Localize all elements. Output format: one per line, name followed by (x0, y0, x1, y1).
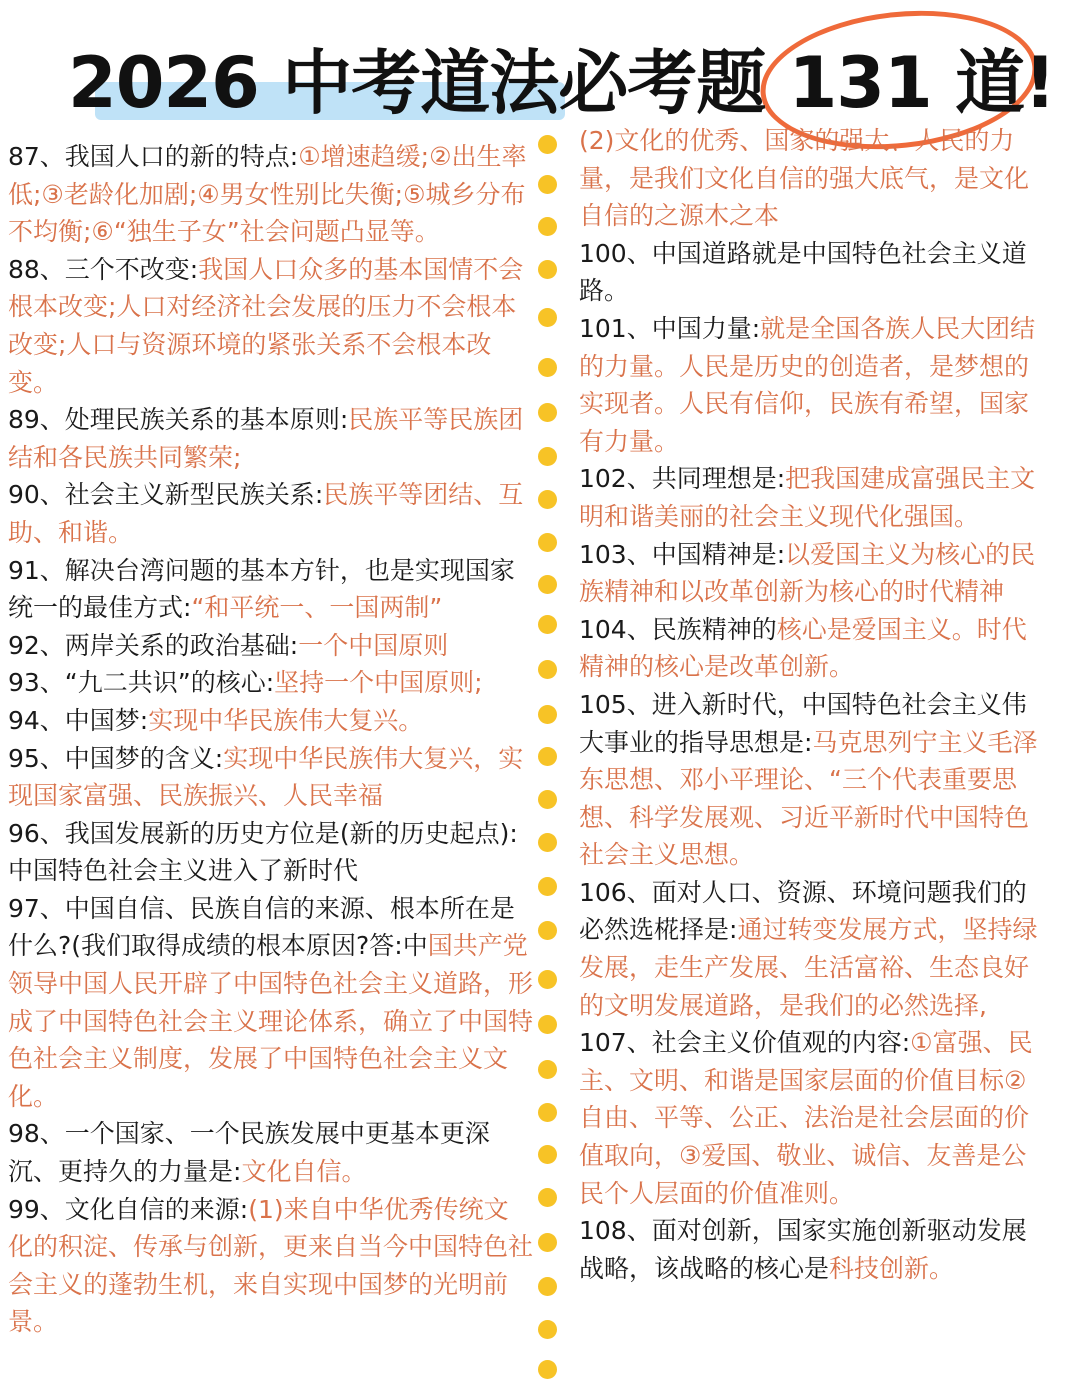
answer-text: 马克思列宁主义毛泽东思想、邓小平理论、“三个代表重要思想、科学发展观、习近平新时代中国特色社会主义思想。 (579, 727, 1038, 870)
answer-text: 民族平等民族团结和各民族共同繁荣; (8, 405, 524, 472)
list-item (8, 138, 533, 251)
question-text: 90、社会主义新型民族关系: (8, 480, 324, 510)
divider-dot (538, 217, 557, 236)
question-text: 97、中国自信、民族自信的来源、根本所在是什么?(我们取得成绩的根本原因?答:中 (8, 893, 515, 961)
list-item (8, 815, 533, 890)
divider-dot (538, 1060, 557, 1079)
divider-dot (538, 1145, 557, 1164)
answer-text: 民族平等团结、互助、和谐。 (8, 480, 524, 547)
answer-text: 把我国建成富强民主文明和谐美丽的社会主义现代化强国。 (579, 464, 1036, 531)
list-item (579, 611, 1049, 686)
question-text: 92、两岸关系的政治基础: (8, 630, 299, 660)
page-title (68, 38, 1055, 128)
divider-dot (538, 1360, 557, 1379)
divider-dot (538, 1233, 557, 1252)
question-text: 93、“九二共识”的核心: (8, 668, 275, 698)
answer-text: 就是全国各族人民大团结的力量。人民是历史的创造者，是梦想的实现者。人民有信仰，民族有希望，国家有力量。 (579, 313, 1036, 456)
divider-dot (538, 1277, 557, 1296)
answer-text: 文化自信。 (241, 1157, 367, 1187)
question-text: 91、解决台湾问题的基本方针，也是实现国家统一的最佳方式: (8, 555, 515, 623)
list-item (579, 1212, 1049, 1287)
right-column (579, 122, 1049, 1287)
answer-text: ①增速趋缓;②出生率低;③老龄化加剧;④男女性别比失衡;⑤城乡分布不均衡;⑥“独生子女”社会问题凸显等。 (8, 142, 527, 247)
title-suffix: 道! (931, 42, 1055, 124)
divider-dot (538, 705, 557, 724)
list-item (8, 890, 533, 1116)
title-prefix: 2026 中考道法必考题 (68, 42, 766, 124)
list-item (579, 460, 1049, 535)
list-item (8, 702, 533, 740)
divider-dot (538, 575, 557, 594)
divider-dot (538, 260, 557, 279)
question-text: 107、社会主义价值观的内容: (579, 1028, 911, 1058)
list-item (579, 536, 1049, 611)
question-text: 106、面对人口、资源、环境问题我们的必然选椛择是: (579, 877, 1027, 945)
question-text: 99、文化自信的来源: (8, 1194, 249, 1224)
left-column (8, 138, 533, 1341)
question-text: 105、进入新时代，中国特色社会主义伟大事业的指导思想是: (579, 689, 1027, 757)
divider-dot (538, 970, 557, 989)
divider-dot (538, 877, 557, 896)
divider-dot (538, 358, 557, 377)
list-item (8, 740, 533, 815)
divider-dot (538, 175, 557, 194)
question-text: 96、我国发展新的历史方位是(新的历史起点):中国特色社会主义进入了新时代 (8, 818, 518, 886)
answer-text: “和平统一、一国两制” (191, 593, 443, 623)
list-item (8, 1115, 533, 1190)
answer-text: (2)文化的优秀、国家的强大、人民的力量，是我们文化自信的强大底气，是文化自信的之源木之本 (579, 126, 1030, 231)
divider-dot (538, 1188, 557, 1207)
question-text: 103、中国精神是: (579, 539, 786, 569)
answer-text: 一个中国原则 (298, 630, 449, 660)
list-item (8, 251, 533, 401)
list-item (8, 627, 533, 665)
question-text: 87、我国人口的新的特点: (8, 142, 299, 171)
answer-text: 实现中华民族伟大复兴，实现国家富强、民族振兴、人民幸福 (8, 743, 524, 811)
divider-dot (538, 1015, 557, 1034)
answer-text: 科技创新。 (829, 1253, 955, 1283)
list-item (8, 664, 533, 702)
answer-text: 坚持一个中国原则; (274, 668, 483, 698)
divider-dot (538, 615, 557, 634)
dot-divider (538, 135, 560, 1391)
question-text: 101、中国力量: (579, 313, 761, 343)
question-text: 108、面对创新，国家实施创新驱动发展战略，该战略的核心是 (579, 1216, 1027, 1283)
question-text: 100、中国道路就是中国特色社会主义道路。 (579, 238, 1027, 306)
divider-dot (538, 135, 557, 154)
answer-text: 我国人口众多的基本国情不会根本改变;人口对经济社会发展的压力不会根本改变;人口与资源环境的紧张关系不会根本改变。 (8, 254, 524, 397)
list-item (8, 476, 533, 551)
answer-text: 核心是爱国主义。时代精神的核心是改革创新。 (579, 614, 1027, 682)
list-item (579, 874, 1049, 1024)
answer-text: 通过转变发展方式，坚持绿发展，走生产发展、生活富裕、生态良好的文明发展道路，是我们的必然选择, (579, 915, 1038, 1020)
divider-dot (538, 490, 557, 509)
question-text: 104、民族精神的 (579, 614, 777, 644)
answer-text: 实现中华民族伟大复兴。 (148, 705, 424, 735)
list-item (579, 1024, 1049, 1212)
question-text: 89、处理民族关系的基本原则: (8, 405, 349, 435)
list-item (8, 552, 533, 627)
divider-dot (538, 1320, 557, 1339)
divider-dot (538, 308, 557, 327)
list-item (8, 1191, 533, 1341)
divider-dot (538, 833, 557, 852)
list-item (579, 310, 1049, 460)
question-text: 102、共同理想是: (579, 464, 786, 494)
question-text: 94、中国梦: (8, 705, 149, 735)
divider-dot (538, 403, 557, 422)
answer-text: 以爱国主义为核心的民族精神和以改革创新为核心的时代精神 (579, 539, 1036, 607)
divider-dot (538, 747, 557, 766)
list-item (8, 401, 533, 476)
answer-text: (1)来自中华优秀传统文化的积淀、传承与创新，更来自当今中国特色社会主义的蓬勃生机，来自实现中国梦的光明前景。 (8, 1194, 534, 1337)
answer-text: ①富强、民主、文明、和谐是国家层面的价值目标②自由、平等、公正、法治是社会层面的价值取向，③爱国、敬业、诚信、友善是公民个人层面的价值准则。 (579, 1028, 1033, 1208)
question-text: 95、中国梦的含义: (8, 743, 224, 773)
divider-dot (538, 533, 557, 552)
list-item (579, 235, 1049, 310)
title-number: 131 (788, 42, 932, 124)
list-item (579, 686, 1049, 874)
divider-dot (538, 447, 557, 466)
title-banner (0, 0, 1080, 140)
list-item (579, 122, 1049, 235)
divider-dot (538, 921, 557, 940)
question-text: 98、一个国家、一个民族发展中更基本更深沉、更持久的力量是: (8, 1119, 490, 1187)
divider-dot (538, 790, 557, 809)
divider-dot (538, 1103, 557, 1122)
divider-dot (538, 660, 557, 679)
question-text: 88、三个不改变: (8, 254, 199, 284)
answer-text: 国共产党领导中国人民开辟了中国特色社会主义道路，形成了中国特色社会主义理论体系，确立了中国特色社会主义制度，发展了中国特色社会主义文化。 (8, 931, 534, 1111)
